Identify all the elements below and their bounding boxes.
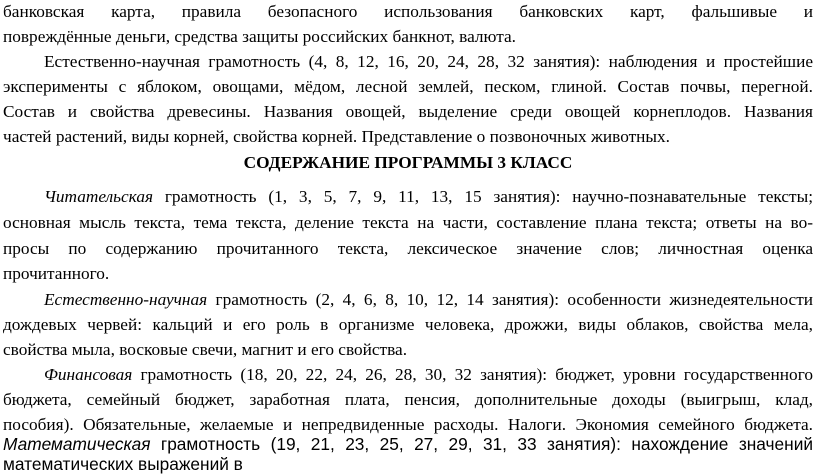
line-text: Состав и свойства древесины. Названия овощей, выделение среди овощей корнеплодов. Названия (3, 102, 813, 121)
paragraph-line (44, 50, 813, 74)
line-text: Естественно-научная грамотность (4, 8, 12, 16, 20, 24, 28, 32 занятия): наблюдения и простейшие (44, 52, 813, 71)
line-lead: Естественно-научная (44, 290, 208, 309)
line-text: грамотность (19, 21, 23, 25, 27, 29, 31, 33 занятия): нахождение значений (150, 434, 813, 454)
line-text: основная мысль текста, тема текста, деление текста на части, составление плана текста; ответы на во- (3, 213, 813, 232)
paragraph-line (3, 211, 813, 235)
line-text: просы по содержанию прочитанного текста, лексическое значение слов; личностная оценка (3, 239, 813, 258)
paragraph-line (3, 75, 813, 99)
paragraph-line (44, 288, 813, 312)
line-text: грамотность (18, 20, 22, 24, 26, 28, 30, 32 занятия): бюджет, уровни государственного (132, 365, 813, 384)
paragraph-line (3, 100, 813, 124)
line-text: математических выражений в (3, 454, 243, 474)
paragraph-line (3, 452, 813, 476)
line-text: пособия). Обязательные, желаемые и непредвиденные расходы. Налоги. Экономия семейного бюджета. (3, 415, 813, 434)
line-text: бюджета, семейный бюджет, заработная плата, пенсия, дополнительные доходы (выигрыш, клад, (3, 390, 813, 409)
line-lead: Читательская (44, 187, 153, 206)
section-heading (3, 151, 813, 175)
paragraph-line (3, 388, 813, 412)
paragraph-line (3, 338, 813, 362)
paragraph-line (3, 0, 813, 24)
line-text: свойства мыла, восковые свечи, магнит и его свойства. (3, 340, 408, 359)
line-lead: Финансовая (44, 365, 133, 384)
line-text: грамотность (2, 4, 6, 8, 10, 12, 14 занятия): особенности жизнедеятельности (207, 290, 813, 309)
paragraph-line (3, 237, 813, 261)
paragraph-line (44, 363, 813, 387)
paragraph-line (44, 185, 813, 209)
line-text: повреждённые деньги, средства защиты российских банкнот, валюта. (3, 27, 516, 46)
paragraph-line (3, 313, 813, 337)
line-lead: Математическая (3, 434, 151, 454)
line-text: эксперименты с яблоком, овощами, мёдом, лесной землей, песком, глиной. Состав почвы, перегной. (3, 77, 813, 96)
paragraph-line (3, 262, 813, 286)
line-text: банковская карта, правила безопасного использования банковских карт, фальшивые и (3, 2, 813, 21)
paragraph-line (3, 125, 813, 149)
line-text: прочитанного. (3, 264, 110, 283)
line-text: частей растений, виды корней, свойства корней. Представление о позвоночных животных. (3, 127, 670, 146)
paragraph-line (3, 25, 813, 49)
line-text: грамотность (1, 3, 5, 7, 9, 11, 13, 15 занятия): научно-познавательные тексты; (153, 187, 813, 206)
line-text: дождевых червей: кальций и его роль в организме человека, дрожжи, виды облаков, свойства мела, (3, 315, 813, 334)
heading-text: СОДЕРЖАНИЕ ПРОГРАММЫ 3 КЛАСС (243, 153, 573, 172)
